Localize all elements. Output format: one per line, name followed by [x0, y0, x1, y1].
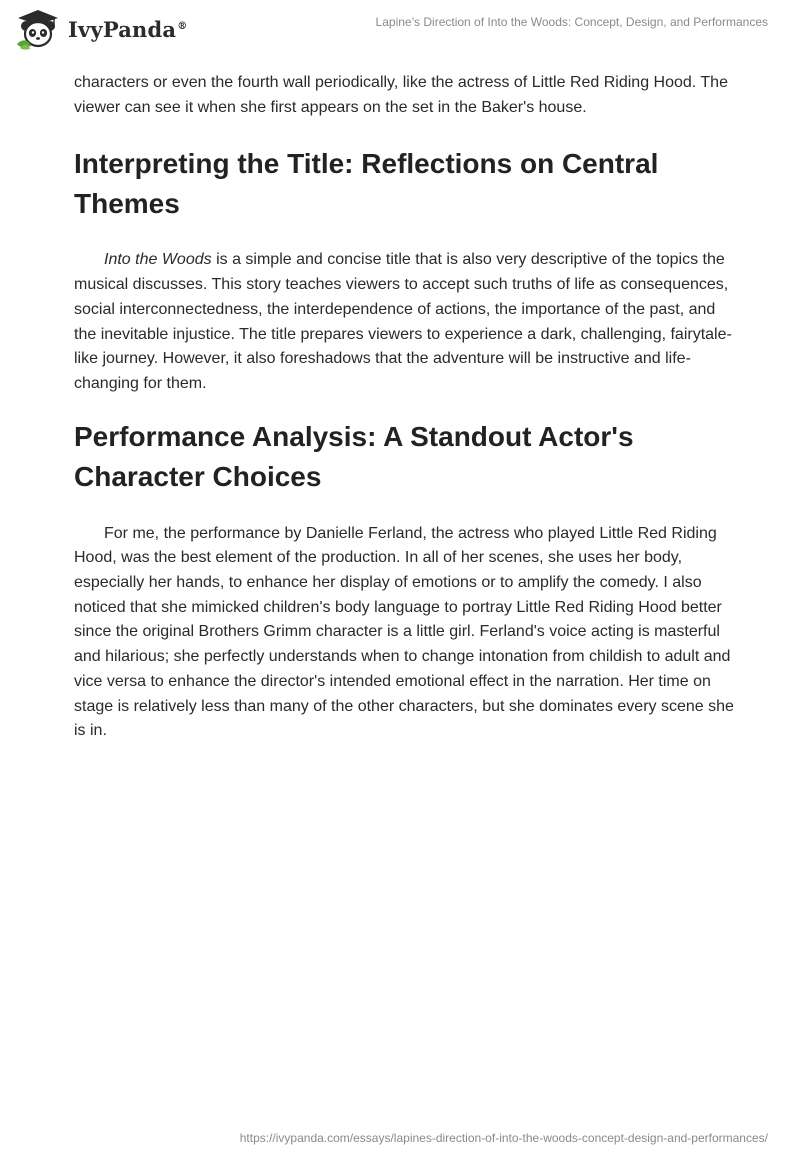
logo-wordmark: IvyPanda®: [68, 16, 188, 42]
title-interpretation-paragraph: [74, 248, 734, 396]
ivypanda-logo[interactable]: [14, 8, 187, 50]
performance-analysis-paragraph: For me, the performance by Danielle Ferland, the actress who played Little Red Riding Hood, was the best element of the production. In all of her scenes, she uses her body, especially her hands, to enhance her display of emotions or to amplify the comedy. I also noticed that she mimicked children's body language to portray Little Red Riding Hood better since the original Brothers Grimm character is a little girl. Ferland's voice acting is masterful and hilarious; she perfectly understands when to change intonation from childish to adult and vice versa to enhance the director's intended emotional effect in the narration. Her time on stage is relatively less than many of the other characters, but she dominates every scene she is in.: [74, 524, 734, 740]
section-heading-title-interpretation: Interpreting the Title: Reflections on Central Themes: [74, 148, 659, 220]
musical-title-italic: Into the Woods: [104, 251, 212, 269]
title-interpretation-text: is a simple and concise title that is also very descriptive of the topics the musical discusses. This story teaches viewers to accept such truths of life as consequences, social interconnectedness, the interdependence of actions, the importance of the past, and the inevitable injustice. The title prepares viewers to experience a dark, challenging, fairytale-like journey. However, it also foreshadows that the adventure will be instructive and life-changing for them.: [74, 251, 732, 392]
page-header: [0, 0, 800, 60]
source-url[interactable]: https://ivypanda.com/essays/lapines-direction-of-into-the-woods-concept-design-and-performances/: [239, 1131, 768, 1145]
registered-mark: ®: [177, 20, 188, 32]
intro-paragraph: characters or even the fourth wall periodically, like the actress of Little Red Riding Hood. The viewer can see it when she first appears on the set in the Baker's house.: [74, 74, 728, 116]
section-heading-performance-analysis: Performance Analysis: A Standout Actor's Character Choices: [74, 420, 634, 492]
panda-graduate-icon: [14, 8, 62, 50]
essay-body: [74, 71, 734, 744]
document-title: Lapine’s Direction of Into the Woods: Concept, Design, and Performances: [375, 15, 768, 29]
